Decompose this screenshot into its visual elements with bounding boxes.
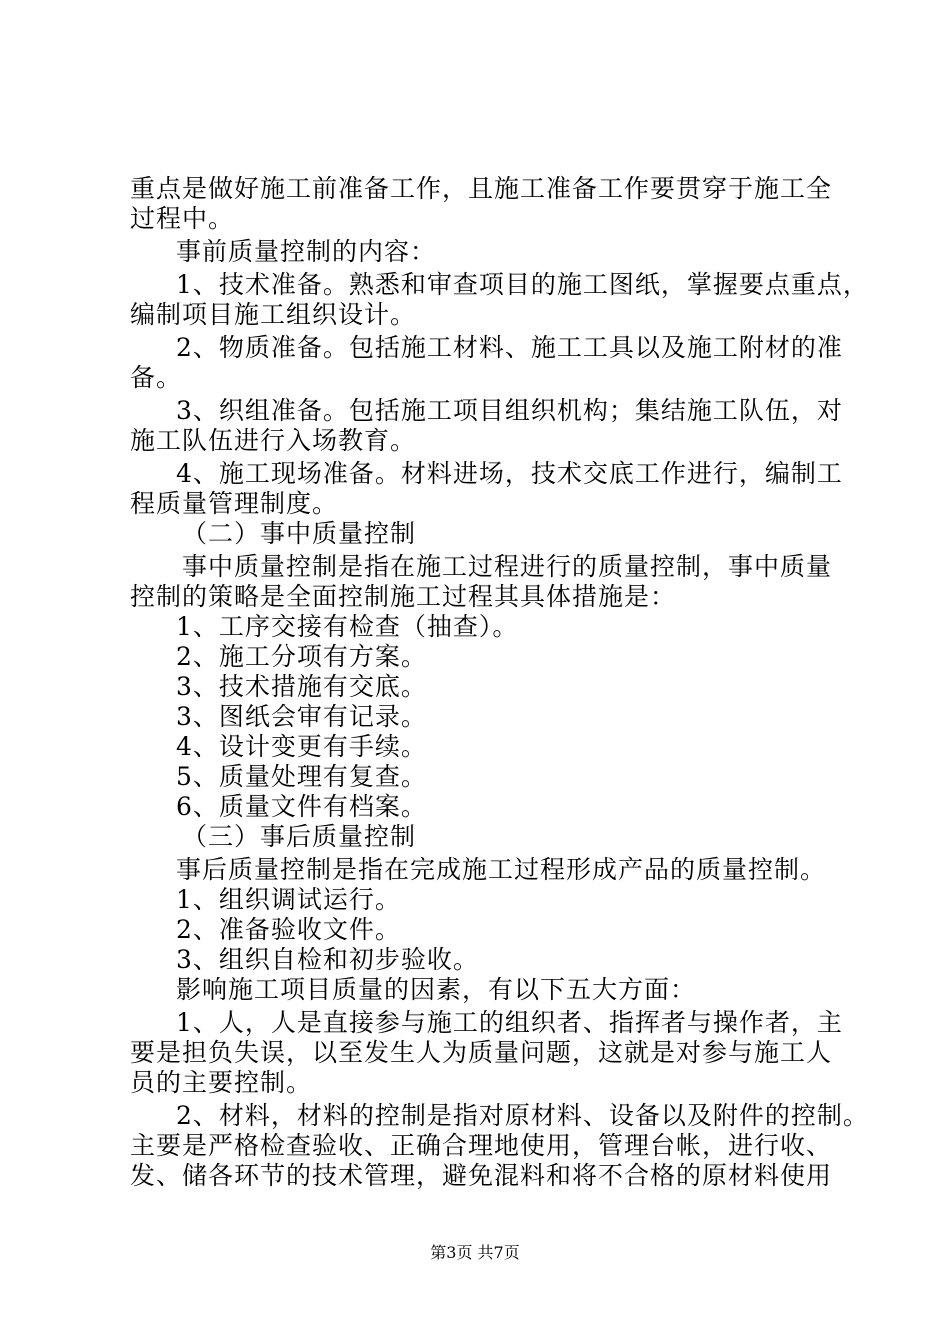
text-line: 重点是做好施工前准备工作，且施工准备工作要贯穿于施工全 <box>130 174 833 203</box>
text-line: 事后质量控制是指在完成施工过程形成产品的质量控制。 <box>176 855 827 884</box>
text-line: 3、组织自检和初步验收。 <box>176 945 479 974</box>
text-line: 发、储各环节的技术管理，避免混料和将不合格的原材料使用 <box>130 1161 833 1190</box>
text-line: 要是担负失误，以至发生人为质量问题，这就是对参与施工人 <box>130 1038 833 1067</box>
text-line: 编制项目施工组织设计。 <box>130 300 417 329</box>
text-line: 2、准备验收文件。 <box>176 915 401 944</box>
text-line: 主要是严格检查验收、正确合理地使用，管理台帐，进行收、 <box>130 1131 833 1160</box>
text-line: 施工队伍进行入场教育。 <box>130 426 417 455</box>
text-line: 2、物质准备。包括施工材料、施工工具以及施工附材的准 <box>176 333 843 362</box>
text-line: 影响施工项目质量的因素，有以下五大方面： <box>176 975 697 1004</box>
text-line: 过程中。 <box>130 204 235 233</box>
text-line: 事中质量控制是指在施工过程进行的质量控制，事中质量 <box>182 552 833 581</box>
text-line: 1、技术准备。熟悉和审查项目的施工图纸，掌握要点重点， <box>176 270 869 299</box>
text-line: 控制的策略是全面控制施工过程其具体措施是： <box>130 582 677 611</box>
text-line: 员的主要控制。 <box>130 1068 313 1097</box>
text-line: 2、材料，材料的控制是指对原材料、设备以及附件的控制。 <box>176 1101 869 1130</box>
document-body <box>130 174 869 1191</box>
text-line: 3、技术措施有交底。 <box>176 672 427 701</box>
section-heading: （三）事后质量控制 <box>182 822 417 851</box>
text-line: 1、组织调试运行。 <box>176 885 401 914</box>
text-line: 1、工序交接有检查（抽查）。 <box>176 612 519 641</box>
text-line: 4、施工现场准备。材料进场，技术交底工作进行，编制工 <box>176 459 843 488</box>
text-line: 程质量管理制度。 <box>130 489 339 518</box>
text-line: 4、设计变更有手续。 <box>176 732 427 761</box>
text-line: 3、图纸会审有记录。 <box>176 702 427 731</box>
text-line: 1、人，人是直接参与施工的组织者、指挥者与操作者，主 <box>176 1008 843 1037</box>
text-line: 6、质量文件有档案。 <box>176 792 427 821</box>
text-line: 事前质量控制的内容： <box>176 237 437 266</box>
text-line: 备。 <box>130 363 183 392</box>
text-line: 2、施工分项有方案。 <box>176 642 427 671</box>
text-line: 3、织组准备。包括施工项目组织机构；集结施工队伍，对 <box>176 396 843 425</box>
text-line: 5、质量处理有复查。 <box>176 762 427 791</box>
section-heading: （二）事中质量控制 <box>182 519 417 548</box>
page-number-footer: 第3页 共7页 <box>430 1243 520 1262</box>
